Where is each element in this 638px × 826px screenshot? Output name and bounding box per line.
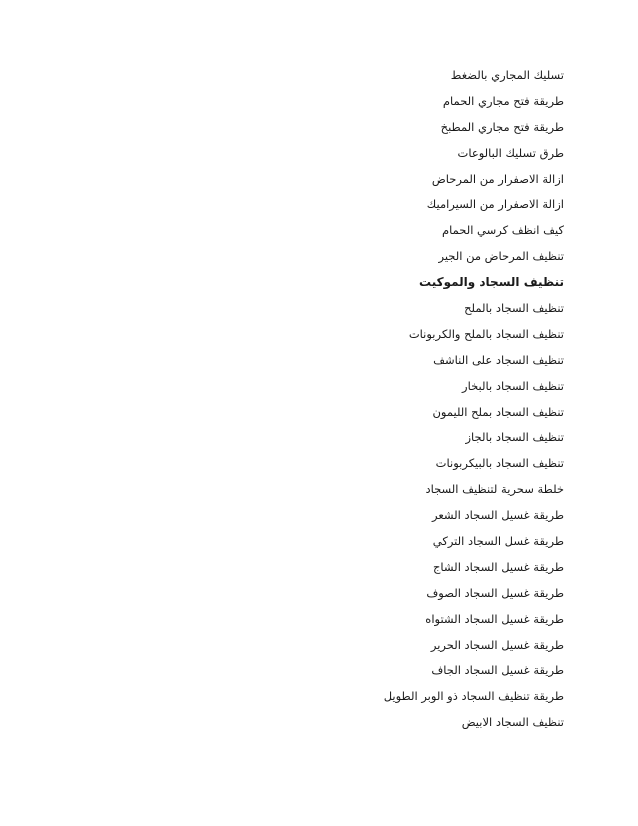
list-item xyxy=(44,115,564,141)
list-item xyxy=(44,710,564,736)
list-item-text: تنظيف السجاد بالبيكربونات xyxy=(435,456,564,471)
list-item xyxy=(44,503,564,529)
list-item-text: طريقة غسل السجاد التركي xyxy=(432,534,564,549)
list-item-text: طرق تسليك البالوعات xyxy=(457,145,564,160)
list-item xyxy=(44,374,564,400)
list-item-text: تنظيف السجاد بملح الليمون xyxy=(432,404,564,419)
list-item xyxy=(44,141,564,167)
list-item-text: ازالة الاصفرار من المرحاض xyxy=(431,171,564,186)
list-item xyxy=(44,581,564,607)
list-item-text: تنظيف المرحاض من الجير xyxy=(438,249,564,264)
list-item xyxy=(44,322,564,348)
list-item xyxy=(44,555,564,581)
list-item-text: طريقة تنظيف السجاد ذو الوبر الطويل xyxy=(383,689,564,704)
list-item xyxy=(44,607,564,633)
list-item xyxy=(44,296,564,322)
list-item-text: تنظيف السجاد الابيض xyxy=(461,715,564,730)
list-item xyxy=(44,425,564,451)
list-item xyxy=(44,167,564,193)
list-item xyxy=(44,89,564,115)
list-item-text: تسليك المجاري بالضغط xyxy=(450,68,564,82)
list-item-text: طريقة غسيل السجاد الشعر xyxy=(432,508,564,523)
list-item-text: طريقة فتح مجاري المطبخ xyxy=(440,119,564,134)
list-item-text: تنظيف السجاد والموكيت xyxy=(418,275,564,290)
section-heading xyxy=(44,270,564,296)
list-item-text: طريقة غسيل السجاد الجاف xyxy=(431,663,564,678)
list-item-text: طريقة غسيل السجاد الشاج xyxy=(433,559,564,574)
list-item-text: طريقة فتح مجاري الحمام xyxy=(442,93,564,108)
list-item xyxy=(44,244,564,270)
list-item xyxy=(44,192,564,218)
list-item xyxy=(44,633,564,659)
list-item-text: تنظيف السجاد بالبخار xyxy=(462,378,564,393)
list-item xyxy=(44,218,564,244)
list-item-text: تنظيف السجاد على الناشف xyxy=(433,352,564,367)
list-item xyxy=(44,658,564,684)
list-item xyxy=(44,477,564,503)
topic-list xyxy=(44,63,564,736)
list-item xyxy=(44,400,564,426)
list-item xyxy=(44,348,564,374)
list-item xyxy=(44,529,564,555)
list-item-text: تنظيف السجاد بالملح والكربونات xyxy=(408,326,564,341)
list-item-text: خلطة سحرية لتنظيف السجاد xyxy=(425,482,564,497)
list-item xyxy=(44,451,564,477)
list-item xyxy=(44,63,564,89)
list-item-text: كيف انظف كرسي الحمام xyxy=(442,223,564,238)
list-item-text: تنظيف السجاد بالجاز xyxy=(465,430,564,445)
list-item-text: تنظيف السجاد بالملح xyxy=(464,301,564,316)
list-item-text: طريقة غسيل السجاد الشتواه xyxy=(425,611,564,626)
list-item xyxy=(44,684,564,710)
list-item-text: ازالة الاصفرار من السيراميك xyxy=(426,197,564,212)
list-item-text: طريقة غسيل السجاد الصوف xyxy=(426,585,564,600)
list-item-text: طريقة غسيل السجاد الحرير xyxy=(430,637,564,652)
